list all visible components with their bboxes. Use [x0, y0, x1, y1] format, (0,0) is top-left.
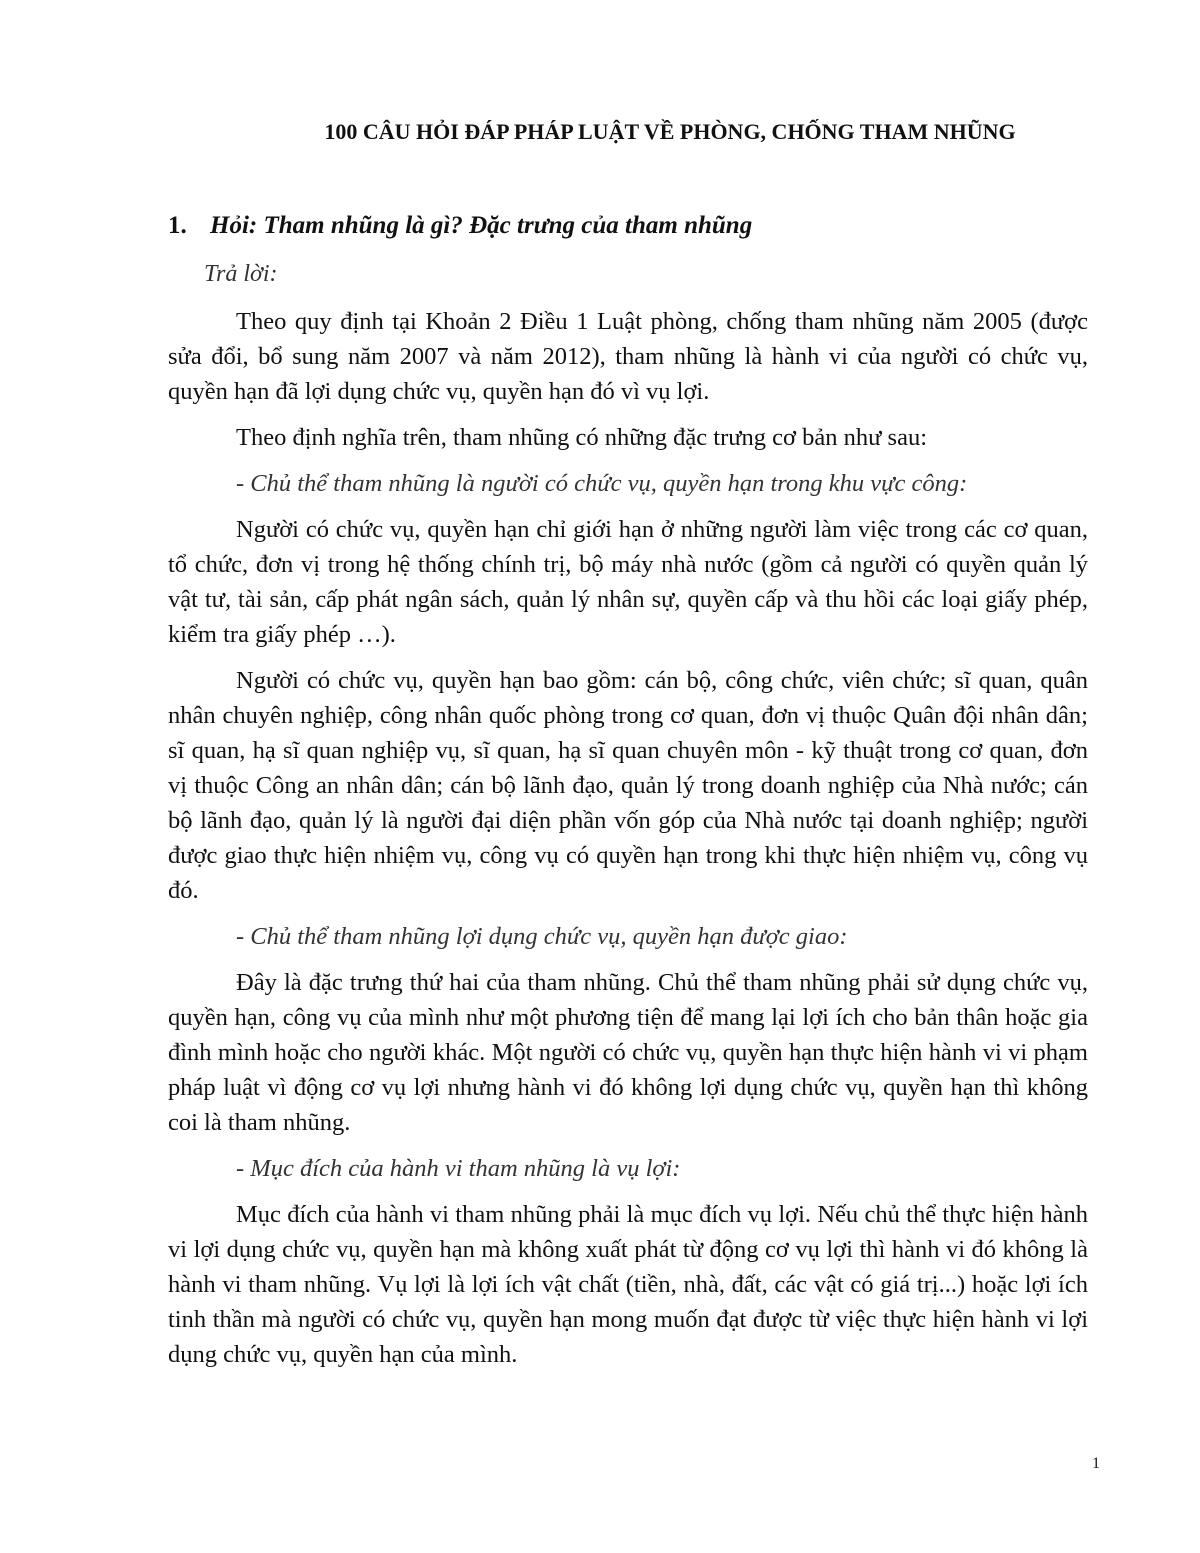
document-title: 100 CÂU HỎI ĐÁP PHÁP LUẬT VỀ PHÒNG, CHỐNG THAM NHŨNG [324, 119, 1016, 144]
question-text: Hỏi: Tham nhũng là gì? Đặc trưng của tham nhũng [210, 212, 753, 239]
characteristic-subheading: - Chủ thể tham nhũng là người có chức vụ, quyền hạn trong khu vực công: [236, 470, 968, 497]
paragraph: Người có chức vụ, quyền hạn bao gồm: cán bộ, công chức, viên chức; sĩ quan, quân nhân chuyên nghiệp, công nhân quốc phòng trong cơ quan, đơn vị thuộc Quân đội nhân dân; sĩ quan, hạ sĩ quan nghiệp vụ, sĩ quan, hạ sĩ quan chuyên môn - kỹ thuật trong cơ quan, đơn vị thuộc Công an nhân dân; cán bộ lãnh đạo, quản lý trong doanh nghiệp của Nhà nước; cán bộ lãnh đạo, quản lý là người đại diện phần vốn góp của Nhà nước tại doanh nghiệp; người được giao thực hiện nhiệm vụ, công vụ có quyền hạn trong khi thực hiện nhiệm vụ, công vụ đó. [168, 667, 1088, 904]
question-number: 1. [168, 212, 187, 239]
characteristic-subheading: - Mục đích của hành vi tham nhũng là vụ lợi: [236, 1155, 681, 1182]
page-number: 1 [1092, 1455, 1100, 1472]
paragraph: Theo định nghĩa trên, tham nhũng có những đặc trưng cơ bản như sau: [236, 424, 928, 451]
paragraph: Theo quy định tại Khoản 2 Điều 1 Luật phòng, chống tham nhũng năm 2005 (được sửa đổi, bổ sung năm 2007 và năm 2012), tham nhũng là hành vi của người có chức vụ, quyền hạn đã lợi dụng chức vụ, quyền hạn đó vì vụ lợi. [168, 308, 1088, 405]
characteristic-subheading: - Chủ thể tham nhũng lợi dụng chức vụ, quyền hạn được giao: [236, 923, 848, 950]
paragraph: Người có chức vụ, quyền hạn chỉ giới hạn ở những người làm việc trong các cơ quan, tổ chức, đơn vị trong hệ thống chính trị, bộ máy nhà nước (gồm cả người có quyền quản lý vật tư, tài sản, cấp phát ngân sách, quản lý nhân sự, quyền cấp và thu hồi các loại giấy phép, kiểm tra giấy phép …). [168, 516, 1088, 648]
answer-body [168, 304, 1088, 1383]
answer-label: Trả lời: [204, 261, 278, 287]
paragraph: Mục đích của hành vi tham nhũng phải là mục đích vụ lợi. Nếu chủ thể thực hiện hành vi lợi dụng chức vụ, quyền hạn mà không xuất phát từ động cơ vụ lợi thì hành vi đó không là hành vi tham nhũng. Vụ lợi là lợi ích vật chất (tiền, nhà, đất, các vật có giá trị...) hoặc lợi ích tinh thần mà người có chức vụ, quyền hạn mong muốn đạt được từ việc thực hiện hành vi lợi dụng chức vụ, quyền hạn của mình. [168, 1201, 1088, 1368]
question-heading [168, 208, 1068, 244]
paragraph: Đây là đặc trưng thứ hai của tham nhũng. Chủ thể tham nhũng phải sử dụng chức vụ, quyền hạn, công vụ của mình như một phương tiện để mang lại lợi ích cho bản thân hoặc gia đình mình hoặc cho người khác. Một người có chức vụ, quyền hạn thực hiện hành vi vi phạm pháp luật vì động cơ vụ lợi nhưng hành vi đó không lợi dụng chức vụ, quyền hạn thì không coi là tham nhũng. [168, 969, 1088, 1136]
